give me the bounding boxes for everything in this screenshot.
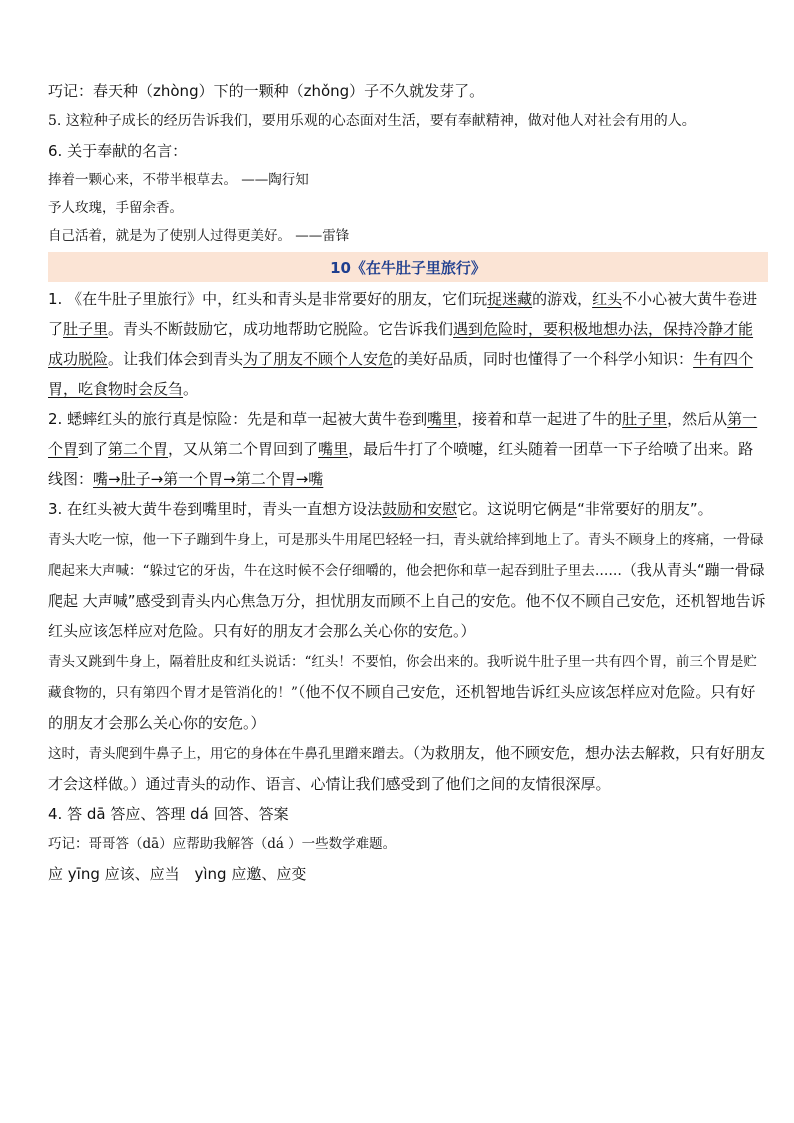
- item-6-title: 6. 关于奉献的名言：: [48, 142, 188, 160]
- text-span: 1. 《在牛肚子里旅行》中，红头和青头是非常要好的朋友，它们玩: [48, 290, 488, 308]
- words-ying-1: 应该、应当: [104, 865, 180, 883]
- text-span: 的游戏，: [532, 290, 593, 308]
- mnemonic-zhong: 巧记：春天种（zhòng）下的一颗种（zhǒng）子不久就发芽了。: [48, 82, 485, 100]
- paragraph-6: [48, 738, 768, 799]
- quote-3: 自己活着，就是为了使别人过得更美好。 ——雷锋: [48, 228, 350, 244]
- underlined-text: 为了朋友不顾个人安危: [243, 350, 394, 368]
- paragraph-2: [48, 404, 768, 494]
- text-span: 不小心被大黄牛卷进了: [48, 290, 758, 338]
- text-span: 。: [183, 380, 199, 398]
- underlined-text: 嘴里: [318, 440, 349, 458]
- excerpt-quote: 这时，青头爬到牛鼻子上，用它的身体在牛鼻孔里蹭来蹭去。: [48, 746, 413, 762]
- pinyin-ying-2: yìng: [194, 865, 227, 883]
- text-span: 到了: [78, 440, 109, 458]
- route-map: 嘴→肚子→第一个胃→第二个胃→嘴: [93, 470, 324, 488]
- item-ying: [48, 859, 768, 889]
- underlined-text: 遇到危险时，要积极地想办法，保持冷静才能成功脱险: [48, 320, 754, 368]
- pinyin-ying-1: yīng: [67, 865, 100, 883]
- quote-1: 捧着一颗心来，不带半根草去。 ——陶行知: [48, 172, 309, 188]
- document-page: [48, 76, 768, 889]
- text-span: 它。这说明它俩是“非常要好的朋友”。: [457, 500, 713, 518]
- underlined-text: 肚子里: [622, 410, 668, 428]
- text-span: ，最后牛打了个喷嚏，红头随着一团草一下子给喷了出来。路线图：: [48, 440, 754, 488]
- text-span: 。让我们体会到青头: [108, 350, 244, 368]
- paragraph-1: [48, 284, 768, 404]
- paragraph-5: [48, 646, 768, 738]
- text-span: ，接着和草一起进了牛的: [457, 410, 623, 428]
- section-title: 10《在牛肚子里旅行》: [330, 258, 486, 277]
- analysis-note: （为救朋友，他不顾安危，想办法去解救，只有好朋友才会这样做。）通过青头的动作、语言、心情让我们感受到了他们之间的友情很深厚。: [48, 744, 766, 793]
- analysis-note: （我从青头“蹦一骨碌爬起 大声喊”感受到青头内心焦急万分，担忧朋友而顾不上自己的安危。他不仅不顾自己安危，还机智地告诉红头应该怎样应对危险。只有好的朋友才会那么关心你的安危。）: [48, 561, 766, 640]
- underlined-text: 捉迷藏: [487, 290, 533, 308]
- text-span: ，然后从: [667, 410, 728, 428]
- paragraph-3: [48, 494, 768, 524]
- analysis-note: （他不仅不顾自己安危，还机智地告诉红头应该怎样应对危险。只有好的朋友才会那么关心你的安危。）: [48, 683, 756, 732]
- underlined-text: 肚子里: [63, 320, 109, 338]
- underlined-text: 红头: [592, 290, 623, 308]
- underlined-text: 第一个胃: [48, 410, 758, 458]
- text-span: 3. 在红头被大黄牛卷到嘴里时，青头一直想方设法: [48, 500, 383, 518]
- underlined-text: 第二个胃: [108, 440, 169, 458]
- text-span: 2. 蟋蟀红头的旅行真是惊险：先是和草一起被大黄牛卷到: [48, 410, 428, 428]
- text-span: 。青头不断鼓励它，成功地帮助它脱险。它告诉我们: [108, 320, 454, 338]
- char-ying: 应: [48, 865, 64, 883]
- item-5-lesson: 5. 这粒种子成长的经历告诉我们，要用乐观的心态面对生活，要有奉献精神，做对他人对社会有用的人。: [48, 113, 696, 129]
- excerpt-quote: 青头又跳到牛身上，隔着肚皮和红头说话：“红头！不要怕，你会出来的。我听说牛肚子里一共有四个胃，前三个胃是贮藏食物的，只有第四个胃才是管消化的！”: [48, 654, 757, 701]
- quote-2: 予人玫瑰，手留余香。: [48, 200, 183, 216]
- underlined-text: 鼓励和安慰: [382, 500, 458, 518]
- mnemonic-da: 巧记：哥哥答（dā）应帮助我解答（dá ）一些数学难题。: [48, 836, 397, 852]
- item-4-da: 4. 答 dā 答应、答理 dá 回答、答案: [48, 805, 289, 823]
- underlined-text: 嘴里: [427, 410, 458, 428]
- text-span: ，又从第二个胃回到了: [168, 440, 319, 458]
- underlined-text: 牛有四个胃，吃食物时会反刍: [48, 350, 754, 398]
- excerpt-quote: 青头大吃一惊，他一下子蹦到牛身上，可是那头牛用尾巴轻轻一扫，青头就给摔到地上了。青头不顾身上的疼痛，一骨碌爬起来大声喊：“躲过它的牙齿，牛在这时候不会仔细嚼的，他会把你和草一起吞到肚子里去……: [48, 532, 764, 579]
- section-title-bar: [48, 252, 768, 282]
- words-ying-2: 应邀、应变: [231, 865, 307, 883]
- text-span: 的美好品质，同时也懂得了一个科学小知识：: [393, 350, 694, 368]
- paragraph-4: [48, 524, 768, 646]
